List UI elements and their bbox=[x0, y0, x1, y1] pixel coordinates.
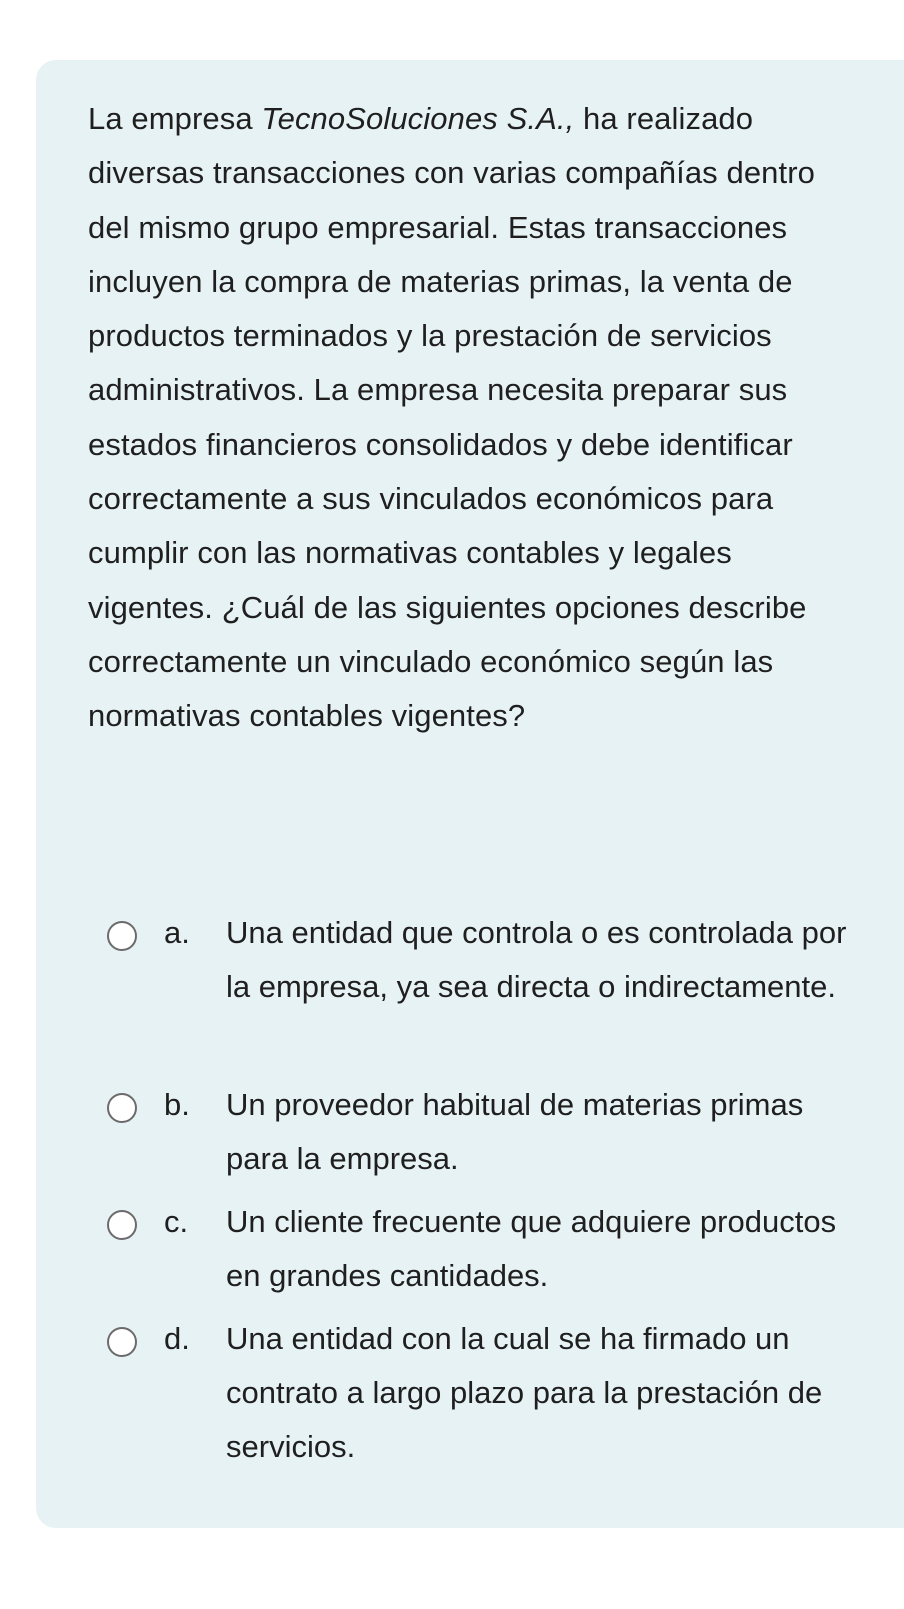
option-c[interactable] bbox=[104, 1195, 864, 1312]
question-text bbox=[88, 92, 848, 744]
option-text-b: Un proveedor habitual de materias primas para la empresa. bbox=[226, 1087, 804, 1176]
option-letter-c: c. bbox=[164, 1204, 189, 1239]
question-body: ha realizado diversas transacciones con varias compañías dentro del mismo grupo empresarial. Estas transacciones incluyen la compra de materias primas, la venta de productos terminados y la prestación de servicios administrativos. La empresa necesita preparar sus estados financieros consolidados y debe identificar correctamente a sus vinculados económicos para cumplir con las normativas contables y legales vigentes. ¿Cuál de las siguientes opciones describe correctamente un vinculado económico según las normativas contables vigentes? bbox=[88, 101, 815, 734]
radio-button-a[interactable] bbox=[107, 921, 137, 951]
option-text-c: Un cliente frecuente que adquiere productos en grandes cantidades. bbox=[226, 1204, 837, 1293]
company-name: TecnoSoluciones S.A., bbox=[261, 101, 575, 136]
radio-button-d[interactable] bbox=[107, 1327, 137, 1357]
option-letter-b: b. bbox=[164, 1087, 190, 1122]
answer-options bbox=[104, 906, 864, 1482]
option-d[interactable] bbox=[104, 1312, 864, 1482]
radio-button-c[interactable] bbox=[107, 1210, 137, 1240]
option-a[interactable] bbox=[104, 906, 864, 1078]
radio-button-b[interactable] bbox=[107, 1093, 137, 1123]
option-letter-d: d. bbox=[164, 1321, 190, 1356]
option-letter-a: a. bbox=[164, 915, 190, 950]
option-text-d: Una entidad con la cual se ha firmado un contrato a largo plazo para la prestación de servicios. bbox=[226, 1321, 823, 1464]
option-b[interactable] bbox=[104, 1078, 864, 1195]
option-text-a: Una entidad que controla o es controlada por la empresa, ya sea directa o indirectamente. bbox=[226, 915, 847, 1004]
question-prefix: La empresa bbox=[88, 101, 262, 136]
